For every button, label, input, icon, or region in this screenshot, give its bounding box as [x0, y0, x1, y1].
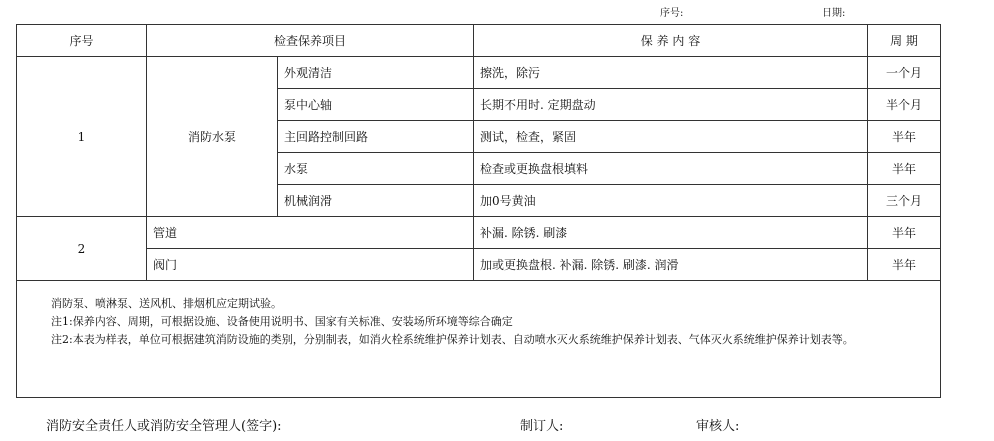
- row-item: 管道: [147, 217, 474, 249]
- notes-cell: [17, 281, 941, 398]
- author-label: 制订人:: [520, 419, 564, 434]
- maintenance-plan-table: [16, 24, 941, 398]
- row-item: 泵中心轴: [278, 89, 474, 121]
- header-seq: 序号: [17, 25, 147, 57]
- responsible-person-signature-label: 消防安全责任人或消防安全管理人(签字):: [46, 419, 282, 434]
- note-general: 消防泵、喷淋泵、送风机、排烟机应定期试验。: [51, 297, 282, 310]
- row-content: 擦洗，除污: [474, 57, 868, 89]
- table-row: [17, 249, 941, 281]
- header-date-label: 日期:: [822, 8, 846, 19]
- row-cycle: 三个月: [868, 185, 941, 217]
- notes-row: [17, 281, 941, 398]
- row-item: 外观清洁: [278, 57, 474, 89]
- group1-name: 消防水泵: [147, 57, 278, 217]
- row-item: 水泵: [278, 153, 474, 185]
- note-2: 注2:本表为样表，单位可根据建筑消防设施的类别，分别制表，如消火栓系统维护保养计划表、自动喷水灭火系统维护保养计划表、气体灭火系统维护保养计划表等。: [51, 333, 854, 346]
- row-cycle: 半年: [868, 153, 941, 185]
- table-row: [17, 57, 941, 89]
- row-content: 长期不用时. 定期盘动: [474, 89, 868, 121]
- group1-seq: 1: [17, 57, 147, 217]
- row-item: 阀门: [147, 249, 474, 281]
- row-item: 机械润滑: [278, 185, 474, 217]
- table-row: [17, 217, 941, 249]
- row-content: 测试，检查，紧固: [474, 121, 868, 153]
- reviewer-label: 审核人:: [696, 419, 740, 434]
- row-cycle: 一个月: [868, 57, 941, 89]
- row-cycle: 半年: [868, 217, 941, 249]
- note-1: 注1:保养内容、周期，可根据设施、设备使用说明书、国家有关标准、安装场所环境等综合确定: [51, 315, 513, 328]
- header-serial-label: 序号:: [660, 8, 684, 19]
- row-cycle: 半个月: [868, 89, 941, 121]
- row-content: 检查或更换盘根填料: [474, 153, 868, 185]
- row-content: 加0号黄油: [474, 185, 868, 217]
- row-item: 主回路控制回路: [278, 121, 474, 153]
- table-header-row: [17, 25, 941, 57]
- group2-seq: 2: [17, 217, 147, 281]
- header-item: 检查保养项目: [147, 25, 474, 57]
- row-content: 加或更换盘根. 补漏. 除锈. 刷漆. 润滑: [474, 249, 868, 281]
- row-cycle: 半年: [868, 121, 941, 153]
- header-content: 保 养 内 容: [474, 25, 868, 57]
- row-content: 补漏. 除锈. 刷漆: [474, 217, 868, 249]
- row-cycle: 半年: [868, 249, 941, 281]
- header-cycle: 周 期: [868, 25, 941, 57]
